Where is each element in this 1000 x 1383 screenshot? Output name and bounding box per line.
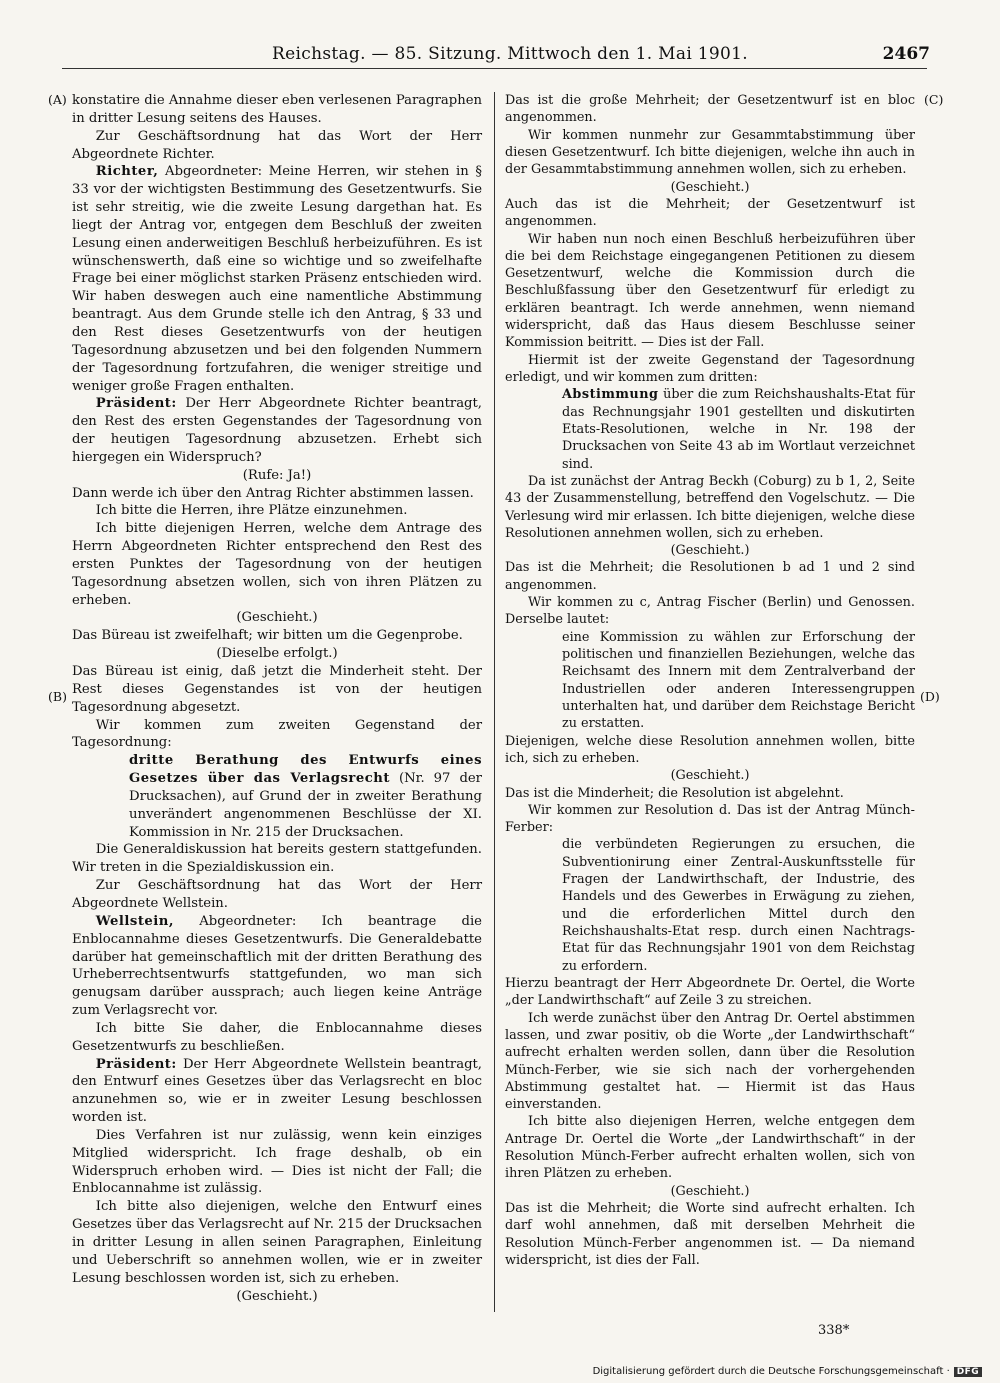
paragraph: Ich werde zunächst über den Antrag Dr. Oertel abstimmen lassen, und zwar positiv, ob die Worte „der Landwirthschaft“ aufrecht erhalten werden sollen, dann über die Resolution Münch-Ferber, wie sie sich nach der vorhergehenden Abstimmung gestaltet hat. — Hiermit ist das Haus einverstanden. bbox=[505, 1010, 915, 1113]
paragraph: Da ist zunächst der Antrag Beckh (Coburg) zu b 1, 2, Seite 43 der Zusammenstellung, betreffend den Vogelschutz. — Die Verlesung wird mir erlassen. Ich bitte diejenigen, welche diese Resolutionen annehmen wollen, sich zu erheben. bbox=[505, 473, 915, 541]
paragraph: Das Büreau ist zweifelhaft; wir bitten um die Gegenprobe. bbox=[72, 628, 463, 644]
left-column bbox=[72, 92, 482, 1305]
speech-text: Der Herr Abgeordnete Richter beantragt, den Rest des ersten Gegenstandes der Tagesordnung von der heutigen Tagesordnung abzusetzen. Erhebt sich hiergegen ein Widerspruch? bbox=[72, 396, 482, 465]
speech-text: Abgeordneter: Ich beantrage die Enblocannahme dieses Gesetzentwurfs. Die Generaldebatte darüber hat gemeinschaftlich mit der dritten Berathung des Urheberrechtsentwurfs stattgefunden, wo man sich genugsam darüber aussprach; auch liegen keine Anträge zum Verlagsrecht vor. bbox=[72, 913, 482, 1019]
page-header bbox=[0, 44, 1000, 68]
speech-text: Abgeordneter: Meine Herren, wir stehen in § 33 vor der wichtigsten Bestimmung des Gesetzentwurfs. Sie ist sehr streitig, wie die zweite Lesung dargethan hat. Es liegt der Antrag vor, entgegen dem Beschluß der zweiten Lesung einen anderweitigen Beschluß herbeizuführen. Es ist wünschenswerth, daß eine so wichtige und so zweifelhafte Frage bei einer möglichst starken Präsenz entschieden wird. Wir haben deswegen auch eine namentliche Abstimmung beantragt. Aus dem Grunde stelle ich den Antrag, § 33 und den Rest dieses Gesetzentwurfs von der heutigen Tagesordnung abzusetzen und bei den folgenden Nummern der Tagesordnung fortzufahren, die weniger streitige und weniger große Fragen enthalten. bbox=[72, 164, 482, 394]
stage-direction: (Rufe: Ja!) bbox=[242, 467, 312, 483]
paragraph: Ich bitte diejenigen Herren, welche dem Antrage des Herrn Abgeordneten Richter entsprechend den Rest des ersten Punktes der Tagesordnung von der heutigen Tagesordnung absetzen wollen, sich von ihren Plätzen zu erheben. bbox=[72, 521, 482, 608]
paragraph: Das ist die Mehrheit; die Worte sind aufrecht erhalten. Ich darf wohl annehmen, daß mit derselben Mehrheit die Resolution Münch-Ferber angenommen ist. — Da niemand widerspricht, ist dies der Fall. bbox=[505, 1201, 915, 1268]
paragraph: Wir kommen zum zweiten Gegenstand der Tagesordnung: bbox=[72, 717, 482, 751]
footer bbox=[593, 1366, 982, 1377]
speech-paragraph bbox=[72, 395, 482, 466]
stage-direction: (Geschieht.) bbox=[670, 543, 750, 559]
speaker-name: Richter, bbox=[95, 164, 159, 180]
page-header-title: Reichstag. — 85. Sitzung. Mittwoch den 1. Mai 1901. bbox=[272, 44, 748, 64]
agenda-item-title: dritte Berathung des Entwurfs eines Gesetzes über das Verlagsrecht bbox=[129, 753, 482, 787]
paragraph: Dies Verfahren ist nur zulässig, wenn kein einziges Mitglied widerspricht. Ich frage deshalb, ob ein Widerspruch erhoben wird. — Dies ist nicht der Fall; die Enblocannahme ist zulässig. bbox=[72, 1127, 482, 1197]
paragraph: Diejenigen, welche diese Resolution annehmen wollen, bitte ich, sich zu erheben. bbox=[505, 733, 915, 766]
stage-direction: (Geschieht.) bbox=[670, 1183, 750, 1199]
paragraph: Zur Geschäftsordnung hat das Wort der Herr Abgeordnete Wellstein. bbox=[72, 878, 482, 911]
paragraph: Ich bitte die Herren, ihre Plätze einzunehmen. bbox=[95, 503, 408, 519]
column-divider bbox=[494, 92, 495, 1312]
stage-direction: (Geschieht.) bbox=[670, 768, 750, 784]
paragraph: Auch das ist die Mehrheit; der Gesetzentwurf ist angenommen. bbox=[505, 196, 915, 230]
speaker-name: Präsident: bbox=[95, 1056, 177, 1072]
speech-text: Der Herr Abgeordnete Wellstein beantragt, den Entwurf eines Gesetzes über das Verlagsrecht en bloc anzunehmen so, wie er in zweiter Lesung beschlossen worden ist. bbox=[72, 1056, 482, 1126]
paragraph: konstatire die Annahme dieser eben verlesenen Paragraphen in dritter Lesung seitens des Hauses. bbox=[72, 93, 482, 126]
dfg-logo: DFG bbox=[954, 1367, 982, 1377]
paragraph: Wir kommen zur Resolution d. Das ist der Antrag Münch-Ferber: bbox=[505, 802, 915, 836]
paragraph: Das ist die Minderheit; die Resolution ist abgelehnt. bbox=[505, 785, 844, 801]
margin-marker-a: (A) bbox=[48, 92, 67, 107]
paragraph: Ich bitte Sie daher, die Enblocannahme dieses Gesetzentwurfs zu beschließen. bbox=[72, 1020, 482, 1054]
paragraph: Zur Geschäftsordnung hat das Wort der Herr Abgeordnete Richter. bbox=[72, 128, 482, 162]
stage-direction: (Geschieht.) bbox=[236, 1288, 318, 1304]
paragraph: Wir kommen nunmehr zur Gesammtabstimmung über diesen Gesetzentwurf. Ich bitte diejenigen, welche ihn auch in der Gesammtabstimmung annehmen wollen, sich zu erheben. bbox=[505, 127, 915, 178]
paragraph: Hierzu beantragt der Herr Abgeordnete Dr. Oertel, die Worte „der Landwirthschaft“ auf Zeile 3 zu streichen. bbox=[505, 975, 915, 1009]
page-number: 2467 bbox=[882, 44, 930, 64]
margin-marker-d: (D) bbox=[920, 689, 940, 704]
speaker-name: Wellstein, bbox=[95, 913, 174, 929]
speech-paragraph bbox=[72, 1056, 482, 1127]
footer-text: Digitalisierung gefördert durch die Deutsche Forschungsgemeinschaft · bbox=[592, 1366, 950, 1377]
signature-mark: 338* bbox=[818, 1323, 850, 1338]
margin-marker-b: (B) bbox=[48, 689, 67, 704]
stage-direction: (Dieselbe erfolgt.) bbox=[216, 646, 338, 662]
agenda-item-title: Abstimmung bbox=[562, 387, 659, 403]
quoted-motion: eine Kommission zu wählen zur Erforschung der politischen und finanziellen Beziehungen, welche das Reichsamt des Innern mit dem Zentralverband der Industriellen oder anderen Interessengruppen unterhalten hat, und darüber dem Reichstage Bericht zu erstatten. bbox=[562, 629, 915, 732]
paragraph: Wir kommen zu c, Antrag Fischer (Berlin) und Genossen. Derselbe lautet: bbox=[505, 595, 915, 628]
paragraph: Dann werde ich über den Antrag Richter abstimmen lassen. bbox=[72, 485, 474, 501]
agenda-item bbox=[562, 386, 915, 473]
agenda-item-text: (Nr. 97 der Drucksachen), auf Grund der in zweiter Berathung unverändert angenommenen Beschlüsse der XI. Kommission in Nr. 215 der Drucksachen. bbox=[129, 771, 482, 840]
paragraph: Hiermit ist der zweite Gegenstand der Tagesordnung erledigt, und wir kommen zum dritten: bbox=[505, 352, 915, 385]
agenda-item bbox=[129, 752, 482, 841]
right-column bbox=[505, 92, 915, 1269]
paragraph: Das ist die große Mehrheit; der Gesetzentwurf ist en bloc angenommen. bbox=[505, 93, 915, 126]
paragraph: Das Büreau ist einig, daß jetzt die Minderheit steht. Der Rest dieses Gegenstandes ist von der heutigen Tagesordnung abgesetzt. bbox=[72, 664, 482, 715]
paragraph: Das ist die Mehrheit; die Resolutionen b ad 1 und 2 sind angenommen. bbox=[505, 560, 915, 593]
header-rule bbox=[62, 68, 927, 69]
paragraph: Wir haben nun noch einen Beschluß herbeizuführen über die bei dem Reichstage eingegangenen Petitionen zu diesem Gesetzentwurf, welche die Kommission durch die Beschlußfassung über den Gesetzentwurf für erledigt zu erklären beantragt. Ich werde annehmen, wenn niemand widerspricht, daß das Haus diesem Beschlusse seiner Kommission beitritt. — Dies ist der Fall. bbox=[505, 231, 915, 351]
paragraph: Die Generaldiskussion hat bereits gestern stattgefunden. Wir treten in die Spezialdiskussion ein. bbox=[72, 842, 482, 876]
paragraph: Ich bitte also diejenigen, welche den Entwurf eines Gesetzes über das Verlagsrecht auf Nr. 215 der Drucksachen in dritter Lesung in allen seinen Paragraphen, Einleitung und Ueberschrift so annehmen wollen, wie er in zweiter Lesung beschlossen worden ist, sich zu erheben. bbox=[72, 1199, 482, 1286]
margin-marker-c: (C) bbox=[924, 92, 944, 107]
stage-direction: (Geschieht.) bbox=[236, 610, 318, 626]
paragraph: Ich bitte also diejenigen Herren, welche entgegen dem Antrage Dr. Oertel die Worte „der Landwirthschaft“ in der Resolution Münch-Ferber aufrecht erhalten wollen, sich von ihren Plätzen zu erheben. bbox=[505, 1114, 915, 1182]
speaker-name: Präsident: bbox=[95, 396, 177, 412]
speech-paragraph bbox=[72, 163, 482, 395]
quoted-motion: die verbündeten Regierungen zu ersuchen, die Subventionirung einer Zentral-Auskunftsstelle für Fragen der Landwirthschaft, der Industrie, des Handels und des Gewerbes in Erwägung zu ziehen, und die erforderlichen Mittel durch den Reichshaushalts-Etat resp. durch einen Nachtrags-Etat für das Rechnungsjahr 1901 von dem Reichstag zu erfordern. bbox=[562, 837, 915, 974]
stage-direction: (Geschieht.) bbox=[670, 179, 750, 195]
speech-paragraph bbox=[72, 913, 482, 1020]
agenda-item-text: über die zum Reichshaushalts-Etat für das Rechnungsjahr 1901 gestellten und diskutirten Etats-Resolutionen, welche in Nr. 198 der Drucksachen von Seite 43 ab im Wortlaut verzeichnet sind. bbox=[562, 387, 915, 472]
